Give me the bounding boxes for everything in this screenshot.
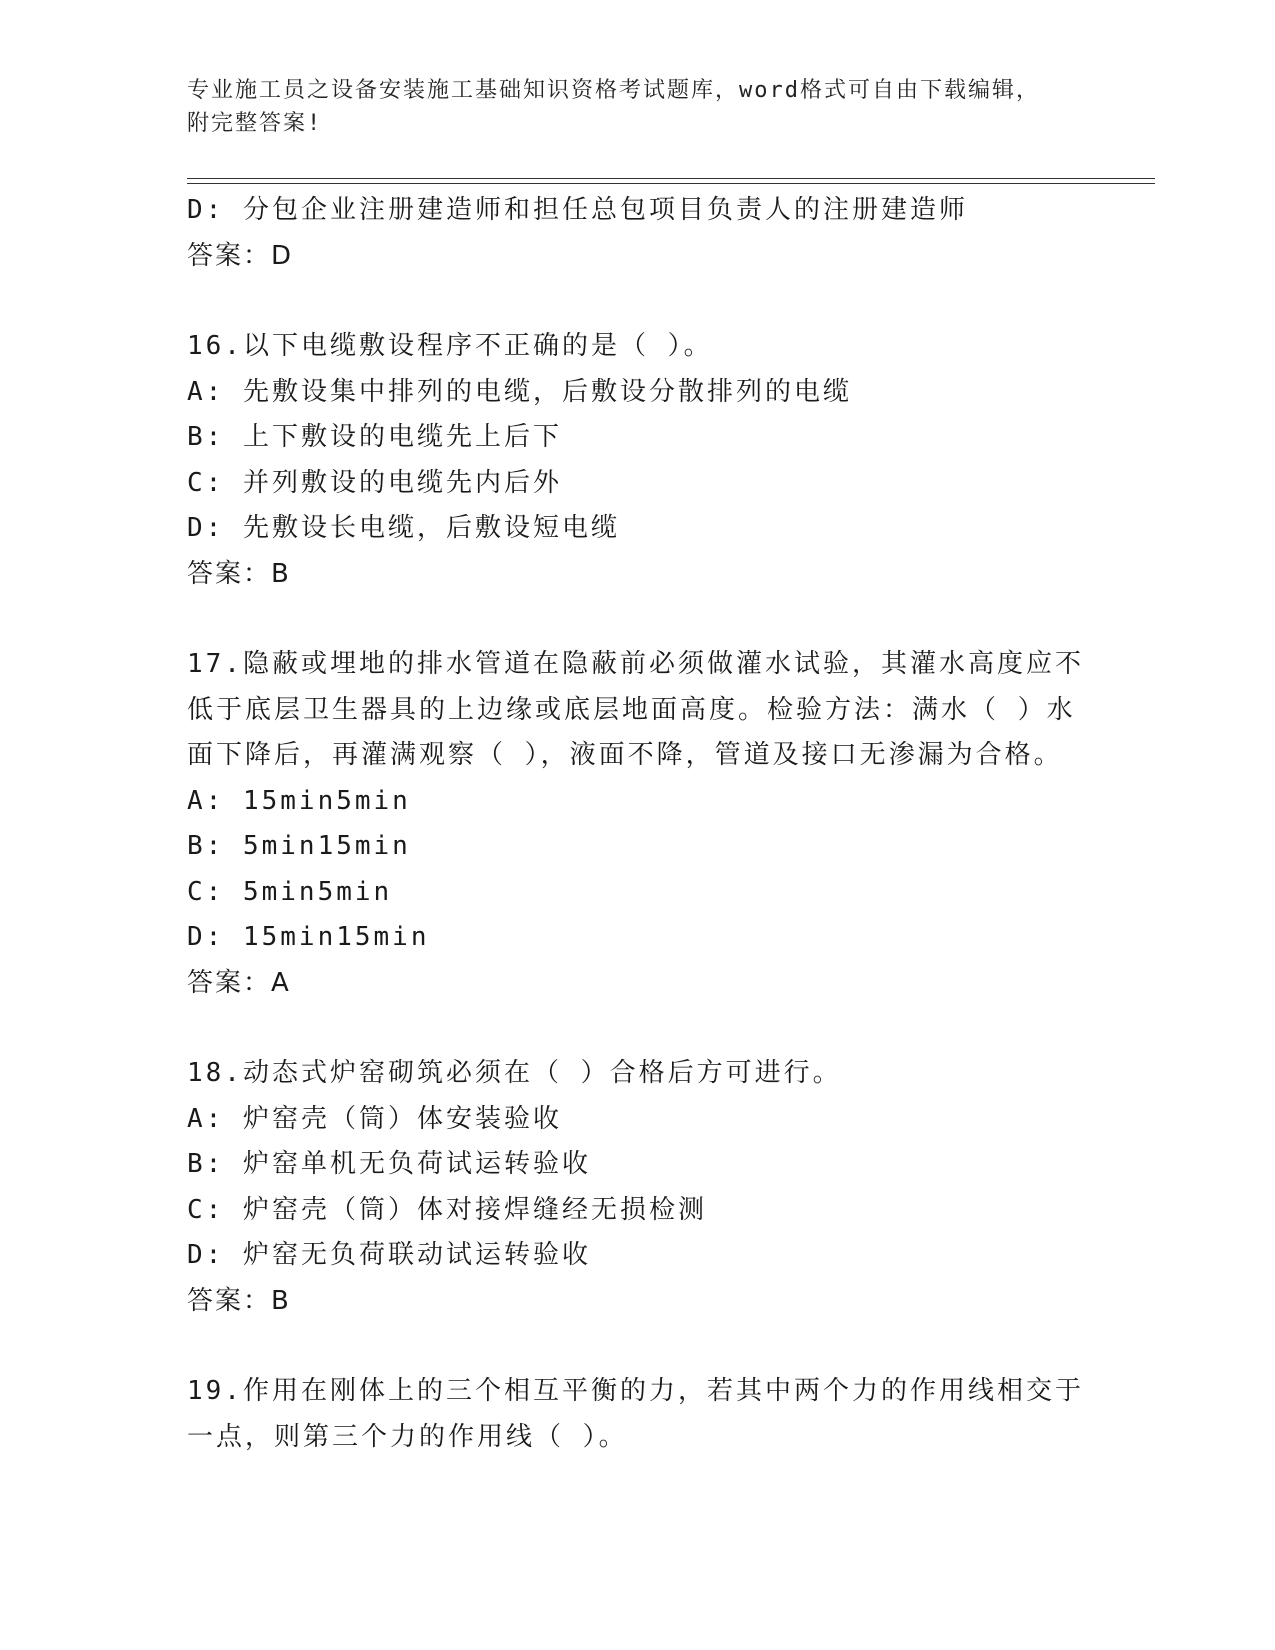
option-d: D: 炉窑无负荷联动试运转验收	[187, 1240, 591, 1270]
document-header	[187, 74, 1067, 140]
question-text: 16.以下电缆敷设程序不正确的是（ ）。	[187, 331, 713, 361]
question-text-line-1: 19.作用在刚体上的三个相互平衡的力，若其中两个力的作用线相交于	[187, 1376, 1084, 1406]
option-b: B: 5min15min	[187, 831, 411, 861]
answer: 答案：A	[187, 967, 291, 998]
option-a: A: 15min5min	[187, 785, 411, 816]
option-b: B: 炉窑单机无负荷试运转验收	[187, 1149, 591, 1179]
question-text-line-2: 低于底层卫生器具的上边缘或底层地面高度。检验方法：满水（ ）水	[187, 694, 1076, 725]
question-block-18	[187, 1051, 1087, 1324]
question-text-line-1: 17.隐蔽或埋地的排水管道在隐蔽前必须做灌水试验，其灌水高度应不	[187, 649, 1084, 679]
option-b: B: 上下敷设的电缆先上后下	[187, 422, 562, 452]
option-c: C: 并列敷设的电缆先内后外	[187, 467, 562, 498]
option-d: D: 15min15min	[187, 922, 430, 952]
question-list	[187, 188, 1087, 1460]
option-a: A: 炉窑壳（筒）体安装验收	[187, 1103, 562, 1134]
question-block-17	[187, 642, 1087, 1006]
option-d: D: 分包企业注册建造师和担任总包项目负责人的注册建造师	[187, 195, 968, 225]
question-text-line-2: 一点，则第三个力的作用线（ ）。	[187, 1421, 628, 1452]
header-divider-top	[187, 178, 1155, 179]
answer: 答案：B	[187, 558, 291, 589]
option-a: A: 先敷设集中排列的电缆，后敷设分散排列的电缆	[187, 376, 852, 407]
question-text-line-3: 面下降后，再灌满观察（ ），液面不降，管道及接口无渗漏为合格。	[187, 740, 1063, 770]
option-d: D: 先敷设长电缆，后敷设短电缆	[187, 513, 620, 543]
option-c: C: 炉窑壳（筒）体对接焊缝经无损检测	[187, 1194, 707, 1225]
question-block-19	[187, 1369, 1087, 1460]
option-c: C: 5min5min	[187, 876, 393, 907]
header-divider-bottom	[187, 183, 1155, 184]
question-block-16	[187, 324, 1087, 597]
header-line-1: 专业施工员之设备安装施工基础知识资格考试题库，word格式可自由下载编辑，	[187, 78, 1040, 103]
answer: 答案：B	[187, 1285, 291, 1316]
header-line-2: 附完整答案!	[187, 111, 323, 136]
question-text: 18.动态式炉窑砌筑必须在（ ）合格后方可进行。	[187, 1058, 842, 1088]
answer: 答案：D	[187, 240, 294, 271]
question-block-15-tail	[187, 188, 1087, 279]
